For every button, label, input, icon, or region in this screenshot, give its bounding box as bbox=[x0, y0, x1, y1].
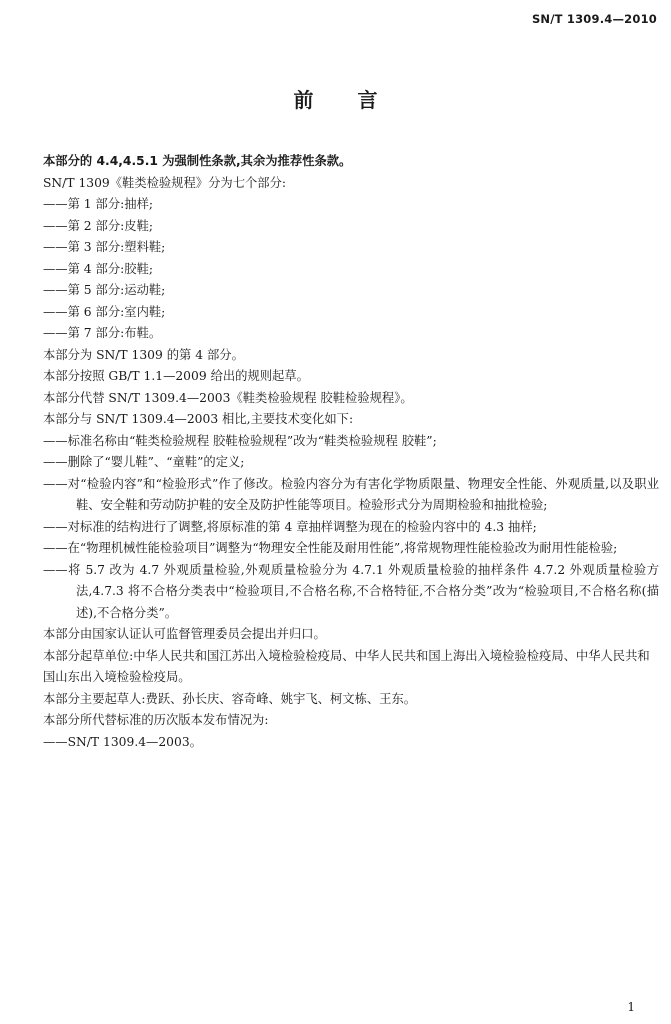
standard-code: SN/T 1309.4—2010 bbox=[531, 12, 657, 26]
document-body bbox=[16, 151, 659, 753]
drafting-rules: 本部分按照 GB/T 1.1—2009 给出的规则起草。 bbox=[43, 369, 309, 383]
proposed-by: 本部分由国家认证认可监督管理委员会提出并归口。 bbox=[43, 627, 326, 641]
series-intro: SN/T 1309《鞋类检验规程》分为七个部分: bbox=[43, 175, 287, 190]
replaces-statement: 本部分代替 SN/T 1309.4—2003《鞋类检验规程 胶鞋检验规程》。 bbox=[43, 390, 413, 405]
history-intro: 本部分所代替标准的历次版本发布情况为: bbox=[43, 713, 269, 727]
page-title: 前言 bbox=[293, 88, 422, 112]
mandatory-clause-note: 本部分的 4.4,4.5.1 为强制性条款,其余为推荐性条款。 bbox=[43, 154, 352, 168]
list-item: ——第 7 部分:布鞋。 bbox=[43, 326, 162, 340]
change-item: ——标准名称由“鞋类检验规程 胶鞋检验规程”改为“鞋类检验规程 胶鞋”; bbox=[43, 433, 437, 448]
drafters: 本部分主要起草人:费跃、孙长庆、容奇峰、姚宇飞、柯文栋、王东。 bbox=[43, 691, 417, 706]
change-item: ——在“物理机械性能检验项目”调整为“物理安全性能及耐用性能”,将常规物理性能检验改为耐用性能检验; bbox=[43, 541, 618, 555]
list-item: ——第 2 部分:皮鞋; bbox=[43, 218, 154, 233]
list-item: ——第 6 部分:室内鞋; bbox=[43, 304, 166, 319]
change-item: ——将 5.7 改为 4.7 外观质量检验,外观质量检验分为 4.7.1 外观质量检验的抽样条件 4.7.2 外观质量检验方法,4.7.3 将不合格分类表中“检验项目,不合格名称,不合格特征,不合格分类”改为“检验项目,不合格名称(描述),不合格分类”。 bbox=[43, 562, 659, 620]
page-number: 1 bbox=[627, 1000, 635, 1014]
changes-intro: 本部分与 SN/T 1309.4—2003 相比,主要技术变化如下: bbox=[43, 412, 354, 426]
history-item: ——SN/T 1309.4—2003。 bbox=[43, 734, 202, 749]
list-item: ——第 3 部分:塑料鞋; bbox=[43, 240, 166, 254]
list-item: ——第 5 部分:运动鞋; bbox=[43, 283, 166, 297]
list-item: ——第 4 部分:胶鞋; bbox=[43, 261, 154, 276]
this-part-statement: 本部分为 SN/T 1309 的第 4 部分。 bbox=[43, 347, 244, 362]
drafting-units: 本部分起草单位:中华人民共和国江苏出入境检验检疫局、中华人民共和国上海出入境检验检疫局、中华人民共和国山东出入境检验检疫局。 bbox=[43, 648, 650, 684]
change-item: ——对标准的结构进行了调整,将原标准的第 4 章抽样调整为现在的检验内容中的 4.3 抽样; bbox=[43, 519, 537, 534]
change-item: ——删除了“婴儿鞋”、“童鞋”的定义; bbox=[43, 455, 245, 469]
change-item: ——对“检验内容”和“检验形式”作了修改。检验内容分为有害化学物质限量、物理安全性能、外观质量,以及职业鞋、安全鞋和劳动防护鞋的安全及防护性能等项目。检验形式分为周期检验和抽批检验; bbox=[43, 476, 659, 512]
list-item: ——第 1 部分:抽样; bbox=[43, 197, 154, 211]
